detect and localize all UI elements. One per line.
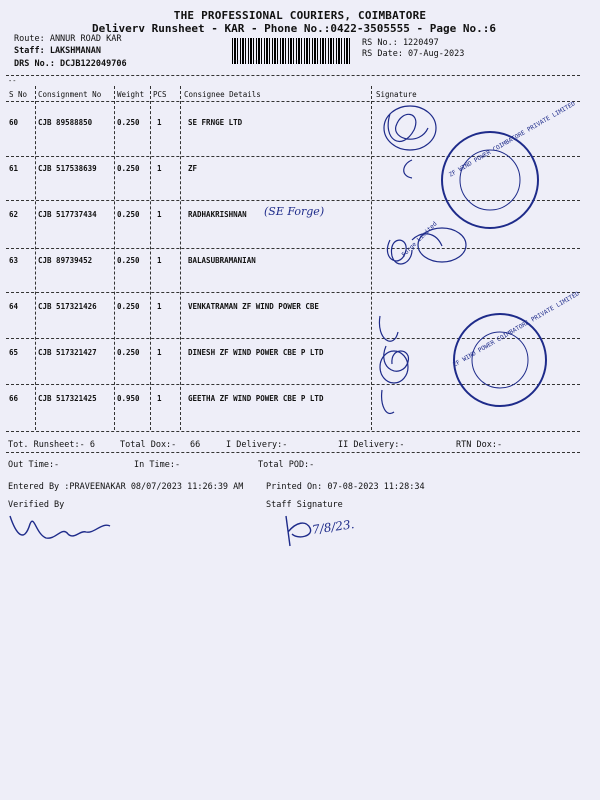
- stamp-text: ZF WIND POWER COIMBATORE PRIVATE LIMITED: [447, 100, 577, 179]
- row-sno: 60: [9, 118, 19, 127]
- row-sno: 63: [9, 256, 19, 265]
- row-pcs: 1: [157, 302, 162, 311]
- row-sno: 65: [9, 348, 19, 357]
- row-sno: 62: [9, 210, 19, 219]
- col-header-sno: S No: [9, 90, 28, 99]
- row-sno: 61: [9, 164, 19, 173]
- row-pcs: 1: [157, 210, 162, 219]
- printed-on: Printed On: 07-08-2023 11:28:34: [266, 482, 425, 492]
- ii-delivery: II Delivery:-: [338, 440, 405, 450]
- row-consignee: GEETHA ZF WIND POWER CBE P LTD: [188, 394, 324, 403]
- i-delivery: I Delivery:-: [226, 440, 288, 450]
- barcode: [232, 38, 350, 64]
- row-pcs: 1: [157, 164, 162, 173]
- route-label: Route: ANNUR ROAD KAR: [14, 34, 122, 44]
- row-consignment: CJB 517321426: [38, 302, 97, 311]
- row-consignment: CJB 517321427: [38, 348, 97, 357]
- row-weight: 0.250: [117, 256, 140, 265]
- row-pcs: 1: [157, 394, 162, 403]
- verified-by: Verified By: [8, 500, 65, 510]
- row-weight: 0.950: [117, 394, 140, 403]
- stamp-text: ZF WIND POWER COIMBATORE PRIVATE LIMITED: [451, 290, 581, 369]
- runsheet-title: Deliverv Runsheet - KAR - Phone No.:0422-3505555 - Page No.:6: [92, 22, 496, 35]
- company-title: THE PROFESSIONAL COURIERS, COIMBATORE: [173, 9, 427, 22]
- row-sno: 64: [9, 302, 19, 311]
- stamp-text: Forge Limited: [400, 220, 439, 259]
- total-dox-label: Total Dox:-: [120, 440, 177, 450]
- row-weight: 0.250: [117, 164, 140, 173]
- row-pcs: 1: [157, 256, 162, 265]
- total-dox-value: 66: [190, 440, 201, 450]
- staff-label: Staff: LAKSHMANAN: [14, 46, 101, 56]
- col-divider: [114, 86, 115, 430]
- row-consignment: CJB 89739452: [38, 256, 93, 265]
- row-consignee: RADHAKRISHNAN: [188, 210, 247, 219]
- row-consignment: CJB 517737434: [38, 210, 97, 219]
- row-weight: 0.250: [117, 210, 140, 219]
- row-consignee: ZF: [188, 164, 198, 173]
- col-header-consignment: Consignment No: [38, 90, 102, 99]
- row-pcs: 1: [157, 348, 162, 357]
- row-pcs: 1: [157, 118, 162, 127]
- col-divider: [35, 86, 36, 430]
- col-header-signature: Signature: [376, 90, 417, 99]
- totals-rule: [6, 452, 580, 453]
- verified-signature: [6, 504, 126, 554]
- col-header-pcs: PCS: [153, 90, 167, 99]
- handwritten-note: (SE Forge): [264, 205, 325, 218]
- total-runsheet: Tot. Runsheet:- 6: [8, 440, 95, 450]
- rs-number: RS No.: 1220497: [362, 38, 439, 48]
- rtn-dox: RTN Dox:-: [456, 440, 503, 450]
- row-weight: 0.250: [117, 348, 140, 357]
- col-divider: [150, 86, 151, 430]
- row-consignee: DINESH ZF WIND POWER CBE P LTD: [188, 348, 324, 357]
- drs-number: DRS No.: DCJB122049706: [14, 59, 127, 69]
- header-mark: --: [8, 77, 17, 85]
- col-header-consignee: Consignee Details: [184, 90, 261, 99]
- col-divider: [180, 86, 181, 430]
- row-consignee: BALASUBRAMANIAN: [188, 256, 256, 265]
- col-header-weight: Weight: [117, 90, 145, 99]
- row-weight: 0.250: [117, 118, 140, 127]
- row-weight: 0.250: [117, 302, 140, 311]
- rs-date: RS Date: 07-Aug-2023: [362, 49, 465, 59]
- entered-by: Entered By :PRAVEENAKAR 08/07/2023 11:26:39 AM: [8, 482, 244, 492]
- staff-signature-label: Staff Signature: [266, 500, 343, 510]
- in-time: In Time:-: [134, 460, 181, 470]
- out-time: Out Time:-: [8, 460, 60, 470]
- total-pod: Total POD:-: [258, 460, 315, 470]
- row-consignee: VENKATRAMAN ZF WIND POWER CBE: [188, 302, 319, 311]
- header-rule-top: [6, 75, 580, 76]
- row-sno: 66: [9, 394, 19, 403]
- row-consignment: CJB 517538639: [38, 164, 97, 173]
- staff-signature-date: 7/8/23.: [311, 517, 356, 537]
- row-consignment: CJB 517321425: [38, 394, 97, 403]
- row-consignee: SE FRNGE LTD: [188, 118, 243, 127]
- row-consignment: CJB 89588850: [38, 118, 93, 127]
